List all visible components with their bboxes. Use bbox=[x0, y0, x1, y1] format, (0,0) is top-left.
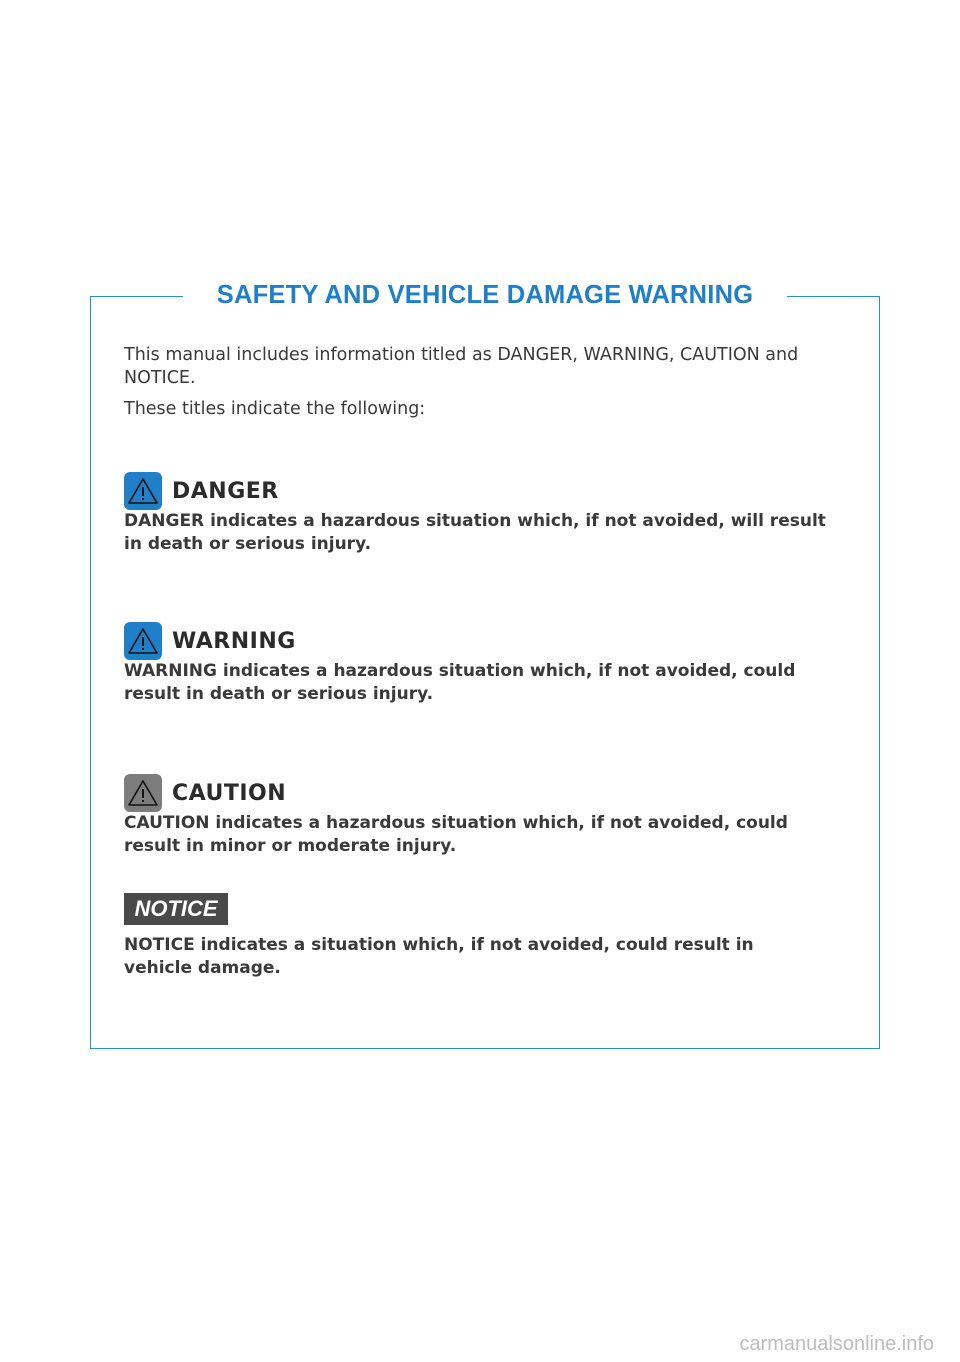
caution-label: CAUTION bbox=[172, 780, 287, 806]
intro-line-2: These titles indicate the following: bbox=[124, 399, 426, 419]
intro-line-1: This manual includes information titled as DANGER, WARNING, CAUTION and NOTICE. bbox=[124, 345, 799, 388]
warning-label: WARNING bbox=[172, 628, 296, 654]
warning-label-row bbox=[124, 622, 296, 660]
notice-label: NOTICE bbox=[124, 893, 228, 925]
caution-label-row bbox=[124, 774, 286, 812]
warning-triangle-icon bbox=[124, 622, 162, 660]
danger-description: DANGER indicates a hazardous situation which, if not avoided, will result in death or serious injury. bbox=[124, 511, 826, 554]
danger-label-row bbox=[124, 472, 279, 510]
page-title: SAFETY AND VEHICLE DAMAGE WARNING bbox=[216, 280, 754, 309]
warning-description: WARNING indicates a hazardous situation which, if not avoided, could result in death or serious injury. bbox=[124, 661, 796, 704]
watermark: carmanualsonline.info bbox=[739, 1333, 934, 1355]
warning-triangle-icon bbox=[124, 774, 162, 812]
caution-description: CAUTION indicates a hazardous situation which, if not avoided, could result in minor or moderate injury. bbox=[124, 813, 788, 856]
intro bbox=[124, 344, 844, 421]
title-wrap bbox=[183, 275, 787, 315]
danger-label: DANGER bbox=[172, 478, 279, 504]
notice-description: NOTICE indicates a situation which, if not avoided, could result in vehicle damage. bbox=[124, 935, 754, 978]
warning-triangle-icon bbox=[124, 472, 162, 510]
